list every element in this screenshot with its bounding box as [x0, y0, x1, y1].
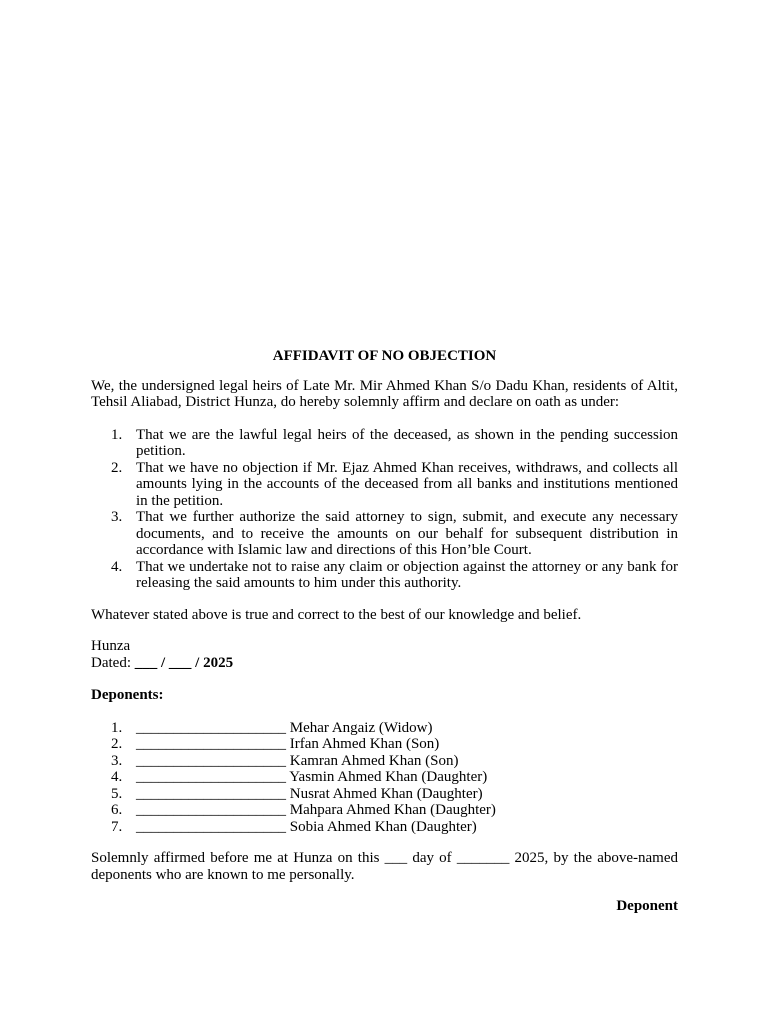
deponent-name: Yasmin Ahmed Khan (Daughter) [289, 769, 488, 785]
deponent-number: 1. [111, 719, 123, 736]
deponent-number: 2. [111, 736, 123, 752]
point-number: 1. [111, 426, 123, 443]
affidavit-page [91, 348, 678, 915]
signature-line: ____________________ [136, 802, 286, 818]
deponent-row [91, 753, 678, 770]
deponent-name: Sobia Ahmed Khan (Daughter) [289, 818, 477, 835]
place-line: Hunza [91, 638, 131, 654]
belief-statement: Whatever stated above is true and correct to the best of our knowledge and belief. [91, 606, 582, 623]
deponent-number: 5. [111, 785, 123, 802]
declaration-point [91, 559, 678, 592]
declaration-point [91, 509, 678, 559]
point-number: 3. [111, 509, 123, 525]
deponent-number: 3. [111, 752, 123, 769]
deponent-name: Mehar Angaiz (Widow) [289, 719, 433, 736]
deponents-list [91, 720, 678, 836]
document-title: AFFIDAVIT OF NO OBJECTION [272, 348, 497, 364]
dated-line [91, 655, 678, 672]
deponent-name: Nusrat Ahmed Khan (Daughter) [289, 785, 483, 802]
declaration-points-list [91, 427, 678, 592]
point-text: That we further authorize the said attorney to sign, submit, and execute any necessary documents, and to receive the amounts on our behalf for subsequent distribution in accordance with Islamic law and directions of this Hon’ble Court. [136, 509, 678, 558]
deponent-row [91, 802, 678, 819]
point-number: 4. [111, 558, 123, 575]
deponent-row [91, 720, 678, 737]
intro-paragraph: We, the undersigned legal heirs of Late Mr. Mir Ahmed Khan S/o Dadu Khan, residents of Altit, Tehsil Aliabad, District Hunza, do hereby solemnly affirm and declare on oath as under: [91, 377, 678, 410]
signature-line: ____________________ [136, 769, 286, 785]
point-text: That we have no objection if Mr. Ejaz Ahmed Khan receives, withdraws, and collects all amounts lying in the accounts of the deceased from all banks and institutions mentioned in the petition. [136, 459, 678, 509]
signature-line: ____________________ [136, 736, 286, 752]
dated-value: ___ / ___ / 2025 [134, 654, 234, 671]
solemn-affirmation: Solemnly affirmed before me at Hunza on this ___ day of _______ 2025, by the above-named deponents who are known to me personally. [91, 850, 678, 883]
deponent-name: Irfan Ahmed Khan (Son) [289, 736, 440, 752]
deponent-number: 7. [111, 818, 123, 835]
dated-label: Dated: [91, 654, 131, 671]
point-text: That we undertake not to raise any claim or objection against the attorney or any bank for releasing the said amounts to him under this authority. [136, 558, 678, 591]
point-number: 2. [111, 459, 123, 476]
deponent-row [91, 769, 678, 786]
point-text: That we are the lawful legal heirs of the deceased, as shown in the pending succession petition. [136, 426, 678, 459]
declaration-point [91, 460, 678, 510]
declaration-point [91, 427, 678, 460]
deponent-name: Mahpara Ahmed Khan (Daughter) [289, 802, 496, 818]
deponent-number: 6. [111, 802, 123, 818]
deponent-number: 4. [111, 769, 123, 785]
signature-line: ____________________ [136, 752, 286, 769]
deponent-row [91, 819, 678, 836]
deponents-heading: Deponents: [91, 687, 164, 703]
signature-line: ____________________ [136, 785, 286, 802]
deponent-row [91, 786, 678, 803]
signature-line: ____________________ [136, 818, 286, 835]
deponent-signature-label: Deponent [616, 898, 678, 914]
deponent-name: Kamran Ahmed Khan (Son) [289, 752, 459, 769]
signature-line: ____________________ [136, 719, 286, 736]
deponent-row [91, 736, 678, 753]
